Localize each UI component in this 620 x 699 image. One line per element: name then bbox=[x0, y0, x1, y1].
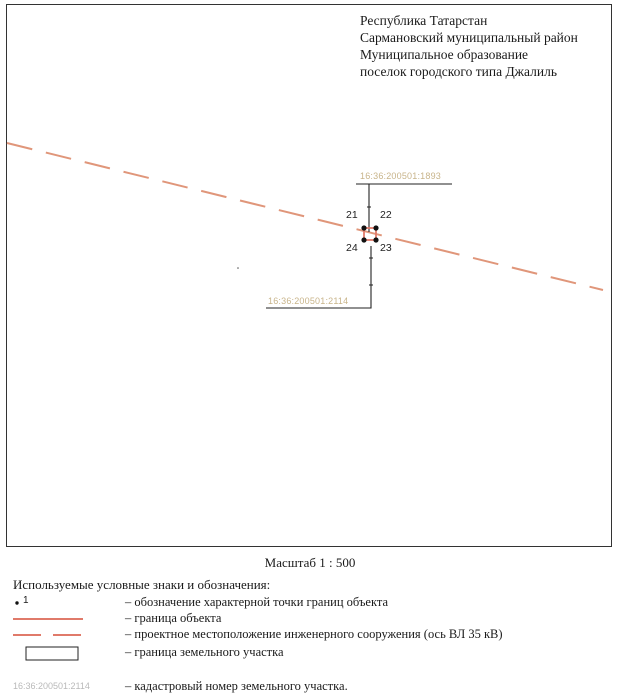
legend-row-cadastral-number bbox=[13, 679, 613, 695]
legend-desc-point: – обозначение характерной точки границ объекта bbox=[125, 595, 389, 609]
point-label-24: 24 bbox=[346, 242, 358, 254]
legend-desc-parcel-border: – граница земельного участка bbox=[125, 645, 284, 659]
region-line-settlement: поселок городского типа Джалиль bbox=[360, 64, 557, 79]
legend-row-point bbox=[13, 595, 613, 611]
map-scale: Масштаб 1 : 500 bbox=[264, 555, 356, 570]
legend-row-parcel-border bbox=[13, 645, 613, 661]
power-line-axis bbox=[7, 143, 603, 290]
legend-point-number: 1 bbox=[23, 595, 29, 606]
region-line-republic: Республика Татарстан bbox=[360, 13, 488, 28]
point-22 bbox=[373, 225, 378, 230]
point-label-21: 21 bbox=[346, 209, 358, 221]
legend-symbol-power-line bbox=[13, 627, 113, 643]
point-label-23: 23 bbox=[380, 242, 392, 254]
legend-title: Используемые условные знаки и обозначения: bbox=[13, 577, 271, 592]
legend-symbol-object-border bbox=[13, 611, 113, 627]
legend-symbol-cadastral-number bbox=[13, 679, 113, 695]
cadastral-label-1893: 16:36:200501:1893 bbox=[360, 171, 441, 181]
legend-cadastral-example: 16:36:200501:2114 bbox=[13, 681, 90, 691]
point-21 bbox=[361, 225, 366, 230]
legend-symbol-parcel-border bbox=[13, 645, 113, 661]
cadastral-label-2114: 16:36:200501:2114 bbox=[268, 296, 349, 306]
parcel-boundary-1893 bbox=[369, 184, 452, 232]
region-line-municipality: Муниципальное образование bbox=[360, 47, 529, 62]
region-line-district: Сармановский муниципальный район bbox=[360, 30, 578, 45]
legend-symbol-point bbox=[13, 595, 113, 611]
legend-desc-power-line: – проектное местоположение инженерного сооружения (ось ВЛ 35 кВ) bbox=[125, 627, 503, 641]
point-label-22: 22 bbox=[380, 209, 392, 221]
legend-row-object-border bbox=[13, 611, 613, 627]
point-24 bbox=[361, 237, 366, 242]
region-header bbox=[360, 12, 578, 80]
legend-desc-cadastral-number: – кадастровый номер земельного участка. bbox=[125, 679, 348, 693]
stray-dot bbox=[237, 267, 239, 269]
point-23 bbox=[373, 237, 378, 242]
legend-row-power-line bbox=[13, 627, 613, 643]
legend-desc-object-border: – граница объекта bbox=[125, 611, 222, 625]
